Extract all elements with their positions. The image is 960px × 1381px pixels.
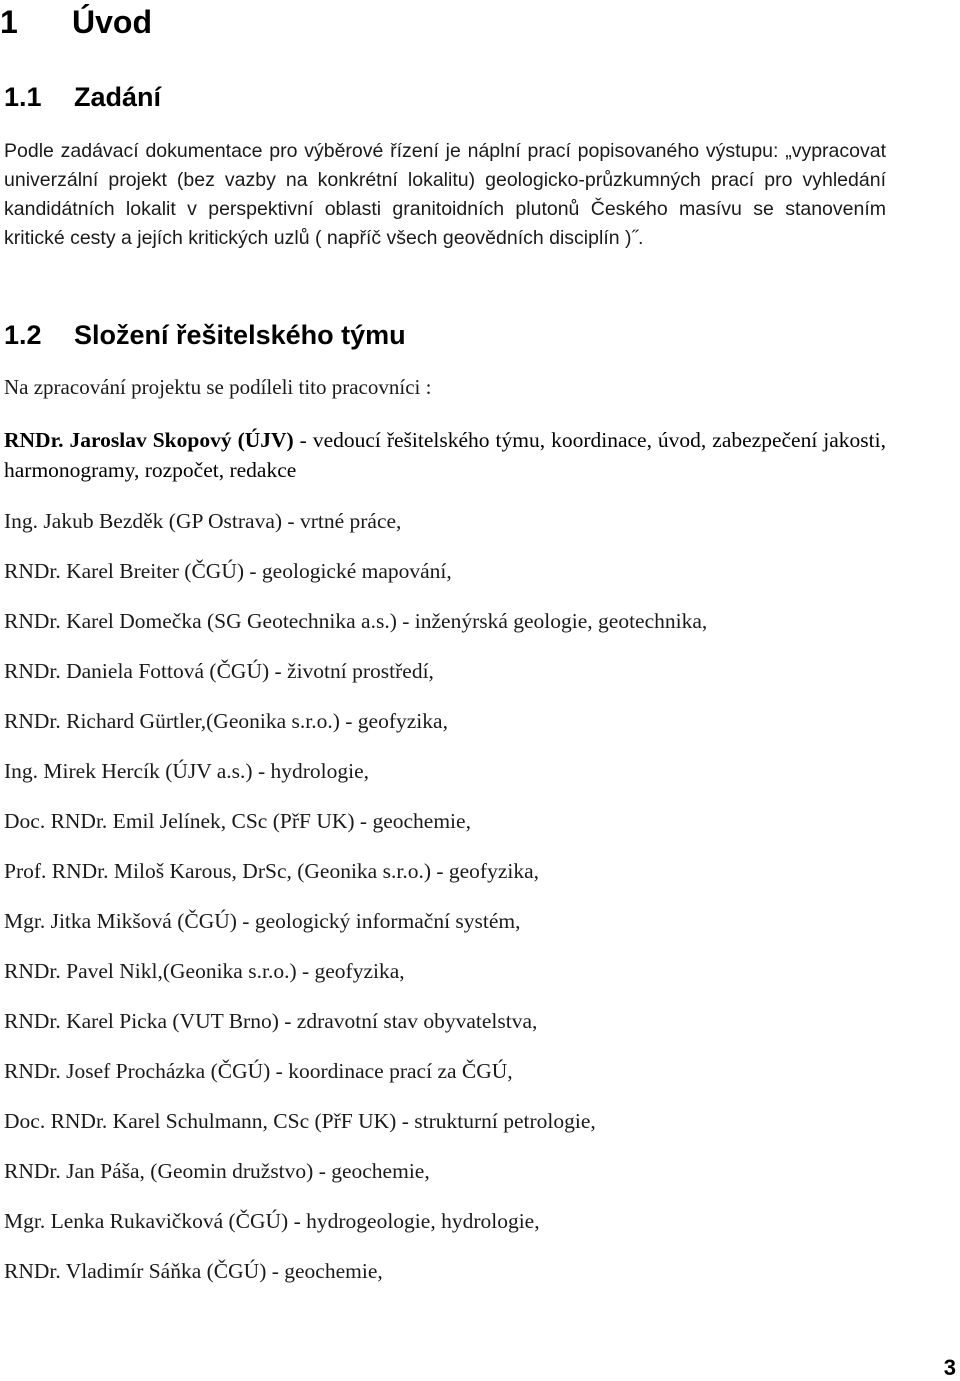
team-member: Doc. RNDr. Emil Jelínek, CSc (PřF UK) - geochemie, (4, 809, 471, 833)
section-heading-team (4, 318, 406, 352)
section-title: Zadání (74, 82, 162, 112)
section-heading-assignment (4, 80, 161, 114)
team-lead-name: RNDr. Jaroslav Skopový (ÚJV) (4, 428, 294, 452)
chapter-number: 1 (0, 4, 18, 40)
team-member: RNDr. Karel Picka (VUT Brno) - zdravotní stav obyvatelstva, (4, 1009, 538, 1033)
team-lead-role: - vedoucí řešitelského týmu, koordinace, úvod, zabezpečení jakosti, harmonogramy, rozpočet, redakce (4, 428, 886, 482)
team-member: RNDr. Josef Procházka (ČGÚ) - koordinace prací za ČGÚ, (4, 1059, 513, 1083)
team-member: Ing. Jakub Bezděk (GP Ostrava) - vrtné práce, (4, 509, 402, 533)
section-number: 1.1 (4, 82, 42, 112)
team-intro: Na zpracování projektu se podíleli tito pracovníci : (4, 375, 432, 399)
team-member: RNDr. Karel Breiter (ČGÚ) - geologické mapování, (4, 559, 452, 583)
team-member: RNDr. Pavel Nikl,(Geonika s.r.o.) - geofyzika, (4, 959, 405, 983)
team-member: Ing. Mirek Hercík (ÚJV a.s.) - hydrologie, (4, 759, 370, 783)
team-member: RNDr. Daniela Fottová (ČGÚ) - životní prostředí, (4, 659, 434, 683)
section-number: 1.2 (4, 320, 42, 350)
team-member: Prof. RNDr. Miloš Karous, DrSc, (Geonika s.r.o.) - geofyzika, (4, 859, 540, 883)
team-member: Mgr. Jitka Mikšová (ČGÚ) - geologický informační systém, (4, 909, 521, 933)
team-member: RNDr. Karel Domečka (SG Geotechnika a.s.) - inženýrská geologie, geotechnika, (4, 609, 708, 633)
team-member: Mgr. Lenka Rukavičková (ČGÚ) - hydrogeologie, hydrologie, (4, 1209, 540, 1233)
team-member: Doc. RNDr. Karel Schulmann, CSc (PřF UK) - strukturní petrologie, (4, 1109, 596, 1133)
team-member: RNDr. Vladimír Sáňka (ČGÚ) - geochemie, (4, 1259, 383, 1283)
team-member-list (4, 506, 707, 1306)
chapter-title: Úvod (72, 4, 152, 40)
assignment-paragraph: Podle zadávací dokumentace pro výběrové řízení je náplní prací popisovaného výstupu: „vypracovat univerzální projekt (bez vazby na konkrétní lokalitu) geologicko-průzkumných prací pro vyhledání kandidátních lokalit v perspektivní oblasti granitoidních plutonů Českého masívu se stanovením kritické cesty a jejích kritických uzlů ( napříč všech geovědních disciplín )˝. (4, 140, 886, 249)
team-member: RNDr. Richard Gürtler,(Geonika s.r.o.) - geofyzika, (4, 709, 448, 733)
team-member: RNDr. Jan Páša, (Geomin družstvo) - geochemie, (4, 1159, 430, 1183)
chapter-heading (0, 2, 152, 42)
team-lead-entry (4, 425, 886, 485)
page-number: 3 (943, 1355, 956, 1380)
section-title: Složení řešitelského týmu (74, 320, 406, 350)
